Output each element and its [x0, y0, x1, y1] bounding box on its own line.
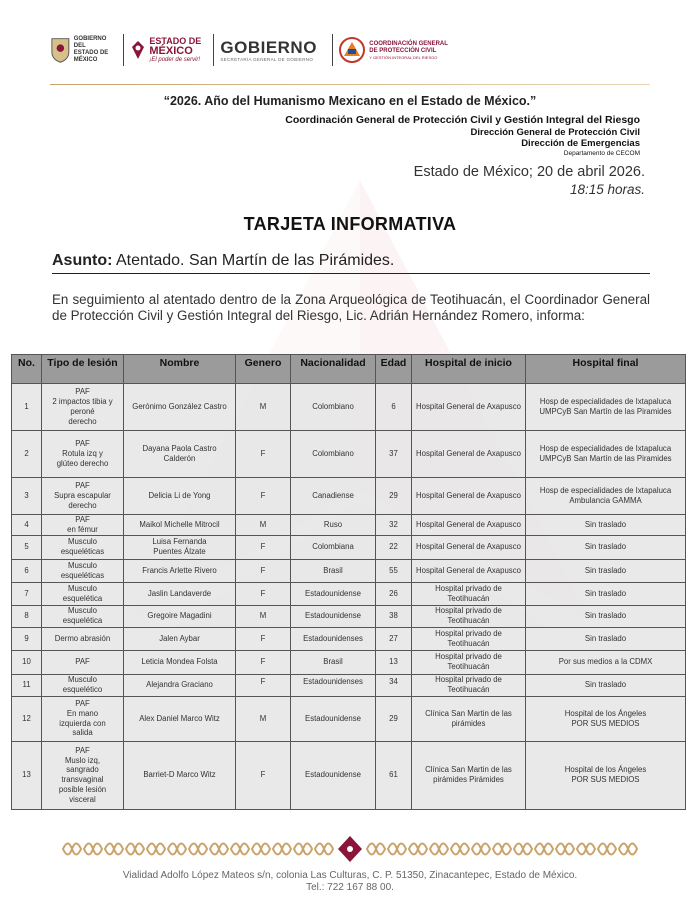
cell-nacionalidad: Estadounidenses [291, 627, 376, 650]
cell-lesion: PAF 2 impactos tibia y peroné derecho [42, 384, 124, 431]
cell-hospital-final: Hosp de especialidades de Ixtapaluca Ambulancia GAMMA [526, 478, 686, 515]
cell-edad: 34 [376, 674, 412, 696]
department-coordination: Coordinación General de Protección Civil y Gestión Integral del Riesgo [285, 114, 640, 126]
cell-hospital-final: Hosp de especialidades de Ixtapaluca UMPCyB San Martín de las Piramides [526, 384, 686, 431]
cell-lesion: Musculo esqueléticas [42, 559, 124, 582]
cell-no: 10 [12, 650, 42, 674]
time-text: 18:15 horas. [569, 182, 645, 197]
table-row [12, 627, 686, 650]
cell-genero: F [236, 674, 291, 696]
proteccion-civil-logo: COORDINACIÓN GENERAL DE PROTECCIÓN CIVIL Y GESTIÓN INTEGRAL DEL RIESGO [339, 32, 450, 68]
victims-table [11, 354, 686, 810]
table-row [12, 478, 686, 515]
header-nombre: Nombre [124, 355, 236, 384]
cell-edad: 29 [376, 478, 412, 515]
cell-hospital-final: Hospital de los Ángeles POR SUS MEDIOS [526, 696, 686, 741]
ornament-motif [231, 844, 249, 855]
cell-edad: 61 [376, 741, 412, 809]
cell-nombre: Jaslin Landaverde [124, 582, 236, 605]
cell-genero: M [236, 696, 291, 741]
cell-genero: F [236, 559, 291, 582]
cell-edad: 55 [376, 559, 412, 582]
cell-genero: F [236, 650, 291, 674]
cell-genero: M [236, 605, 291, 627]
cell-lesion: PAF [42, 650, 124, 674]
ornament-motif [577, 844, 595, 855]
ornament-motif [252, 844, 270, 855]
cell-hospital-inicio: Hospital privado de Teotihuacán [412, 650, 526, 674]
edomex-logo: ESTADO DE MÉXICO ¡El poder de servir! [130, 32, 207, 68]
header-logos [50, 30, 450, 70]
cell-no: 1 [12, 384, 42, 431]
header-hospital-final: Hospital final [526, 355, 686, 384]
cell-nacionalidad: Colombiano [291, 384, 376, 431]
cell-genero: F [236, 431, 291, 478]
cell-edad: 13 [376, 650, 412, 674]
cell-hospital-inicio: Clínica San Martin de las pirámides [412, 696, 526, 741]
cell-nacionalidad: Estadounidense [291, 605, 376, 627]
cell-lesion: PAF Muslo izq, sangrado transvaginal posible lesión visceral [42, 741, 124, 809]
cell-lesion: PAF Supra escapular derecho [42, 478, 124, 515]
cell-hospital-final: Sin traslado [526, 582, 686, 605]
header-no: No. [12, 355, 42, 384]
cell-hospital-inicio: Hospital General de Axapusco [412, 535, 526, 559]
cell-nacionalidad: Brasil [291, 559, 376, 582]
table-row [12, 650, 686, 674]
cell-genero: F [236, 478, 291, 515]
cell-nombre: Alex Daniel Marco Witz [124, 696, 236, 741]
cell-genero: F [236, 627, 291, 650]
ornament-motif [598, 844, 616, 855]
cell-hospital-final: Por sus medios a la CDMX [526, 650, 686, 674]
footer-address: Vialidad Adolfo López Mateos s/n, colonia Las Culturas, C. P. 51350, Zinacantepec, Estado de México. [122, 870, 578, 881]
subject-label: Asunto: [52, 252, 113, 269]
cell-nombre: Gregoire Magadini [124, 605, 236, 627]
cell-hospital-inicio: Hospital privado de Teotihuacán [412, 627, 526, 650]
ornament-motif [168, 844, 186, 855]
cell-no: 11 [12, 674, 42, 696]
header-divider [50, 84, 650, 85]
ornament-motif [388, 844, 406, 855]
footer-ornament [52, 834, 648, 864]
header-hospital-inicio: Hospital de inicio [412, 355, 526, 384]
cell-nombre: Francis Arlette Rivero [124, 559, 236, 582]
table-row [12, 741, 686, 809]
header-genero: Genero [236, 355, 291, 384]
cell-nombre: Alejandra Graciano [124, 674, 236, 696]
edomex-flower-icon [130, 39, 146, 61]
cell-lesion: PAF en fémur [42, 515, 124, 536]
cell-no: 3 [12, 478, 42, 515]
ornament-motif [514, 844, 532, 855]
ornament-motif [189, 844, 207, 855]
cell-edad: 26 [376, 582, 412, 605]
header-nacionalidad: Nacionalidad [291, 355, 376, 384]
ornament-motif [430, 844, 448, 855]
coat-of-arms-icon [50, 36, 71, 64]
cell-genero: F [236, 582, 291, 605]
cell-lesion: Dermo abrasión [42, 627, 124, 650]
cell-nacionalidad: Canadiense [291, 478, 376, 515]
cell-nacionalidad: Estadounidense [291, 741, 376, 809]
cell-hospital-inicio: Hospital privado de Teotihuacán [412, 582, 526, 605]
subject-text: Atentado. San Martín de las Pirámides. [116, 252, 395, 269]
cell-hospital-inicio: Hospital privado de Teotihuacán [412, 674, 526, 696]
ornament-motif [315, 844, 333, 855]
cell-hospital-inicio: Clínica San Martin de las pirámides Pirámides [412, 741, 526, 809]
date-text: Estado de México; 20 de abril 2026. [413, 164, 645, 180]
cell-lesion: PAF En mano izquierda con salida [42, 696, 124, 741]
cell-no: 6 [12, 559, 42, 582]
cell-nombre: Barriet-D Marco Witz [124, 741, 236, 809]
document-date [414, 163, 645, 199]
civil-protection-icon [339, 37, 365, 63]
cell-nombre: Gerónimo González Castro [124, 384, 236, 431]
department-emergencies: Dirección de Emergencias [521, 138, 640, 149]
table-row [12, 431, 686, 478]
cell-no: 9 [12, 627, 42, 650]
gobierno-logo: GOBIERNO SECRETARÍA GENERAL DE GOBIERNO [220, 37, 317, 62]
ornament-motif [367, 844, 385, 855]
cell-nacionalidad: Brasil [291, 650, 376, 674]
ornament-motif [472, 844, 490, 855]
cell-hospital-inicio: Hospital General de Axapusco [412, 384, 526, 431]
table-header-row [12, 355, 686, 384]
ornament-motif [273, 844, 291, 855]
footer [0, 870, 700, 894]
document-title: TARJETA INFORMATIVA [243, 214, 457, 234]
cell-no: 13 [12, 741, 42, 809]
cell-edad: 38 [376, 605, 412, 627]
table-row [12, 515, 686, 536]
cell-edad: 6 [376, 384, 412, 431]
cell-no: 4 [12, 515, 42, 536]
cell-genero: F [236, 741, 291, 809]
cell-lesion: Musculo esquelética [42, 582, 124, 605]
ornament-motif [147, 844, 165, 855]
department-cecom: Departamento de CECOM [563, 150, 640, 157]
cell-nombre: Delicia Li de Yong [124, 478, 236, 515]
cell-edad: 22 [376, 535, 412, 559]
ornament-motif [210, 844, 228, 855]
table-row [12, 559, 686, 582]
ornament-motif [556, 844, 574, 855]
cell-edad: 37 [376, 431, 412, 478]
ornament-motif [105, 844, 123, 855]
cell-hospital-final: Hosp de especialidades de Ixtapaluca UMPCyB San Martín de las Piramides [526, 431, 686, 478]
cell-hospital-final: Sin traslado [526, 674, 686, 696]
cell-lesion: Musculo esquelética [42, 605, 124, 627]
cell-hospital-final: Sin traslado [526, 515, 686, 536]
cell-hospital-inicio: Hospital privado de Teotihuacán [412, 605, 526, 627]
cell-nacionalidad: Estadounidense [291, 582, 376, 605]
year-motto: “2026. Año del Humanismo Mexicano en el Estado de México.” [163, 94, 537, 108]
cell-nacionalidad: Colombiana [291, 535, 376, 559]
cell-nacionalidad: Colombiano [291, 431, 376, 478]
cell-nombre: Dayana Paola Castro Calderón [124, 431, 236, 478]
table-row [12, 696, 686, 741]
ornament-motif [409, 844, 427, 855]
cell-genero: F [236, 535, 291, 559]
cell-genero: M [236, 384, 291, 431]
cell-edad: 32 [376, 515, 412, 536]
ornament-motif [126, 844, 144, 855]
cell-hospital-final: Sin traslado [526, 535, 686, 559]
cell-hospital-final: Sin traslado [526, 559, 686, 582]
cell-nombre: Leticia Mondea Folsta [124, 650, 236, 674]
gobierno-estado-mexico-logo: GOBIERNO DEL ESTADO DE MÉXICO [50, 32, 117, 68]
ornament-motif [63, 844, 81, 855]
ornament-motif [535, 844, 553, 855]
ornament-motif [84, 844, 102, 855]
ornament-motif [493, 844, 511, 855]
cell-hospital-inicio: Hospital General de Axapusco [412, 559, 526, 582]
department-block [285, 114, 640, 158]
cell-nacionalidad: Estadounidense [291, 696, 376, 741]
cell-hospital-final: Sin traslado [526, 605, 686, 627]
cell-hospital-inicio: Hospital General de Axapusco [412, 431, 526, 478]
cell-no: 8 [12, 605, 42, 627]
ornament-motif [619, 844, 637, 855]
table-row [12, 605, 686, 627]
table-row [12, 582, 686, 605]
subject-line [52, 252, 650, 274]
ornament-motif [451, 844, 469, 855]
footer-phone: Tel.: 722 167 88 00. [306, 882, 394, 893]
cell-genero: M [236, 515, 291, 536]
cell-no: 12 [12, 696, 42, 741]
cell-edad: 29 [376, 696, 412, 741]
cell-no: 2 [12, 431, 42, 478]
intro-paragraph: En seguimiento al atentado dentro de la Zona Arqueológica de Teotihuacán, el Coordinador General de Protección Civil y Gestión Integral del Riesgo, Lic. Adrián Hernández Romero, informa: [52, 292, 650, 323]
department-direction: Dirección General de Protección Civil [470, 127, 640, 138]
cell-no: 7 [12, 582, 42, 605]
cell-nombre: Jalen Aybar [124, 627, 236, 650]
cell-nombre: Maikol Michelle Mitrocil [124, 515, 236, 536]
ornament-motif [294, 844, 312, 855]
cell-nacionalidad: Estadounidenses [291, 674, 376, 696]
table-row [12, 384, 686, 431]
cell-lesion: PAF Rotula izq y glúteo derecho [42, 431, 124, 478]
cell-lesion: Musculo esquelético [42, 674, 124, 696]
cell-edad: 27 [376, 627, 412, 650]
table-row [12, 535, 686, 559]
header-edad: Edad [376, 355, 412, 384]
cell-hospital-final: Hospital de los Ángeles POR SUS MEDIOS [526, 741, 686, 809]
cell-no: 5 [12, 535, 42, 559]
cell-hospital-inicio: Hospital General de Axapusco [412, 515, 526, 536]
cell-nacionalidad: Ruso [291, 515, 376, 536]
header-lesion: Tipo de lesión [42, 355, 124, 384]
table-row [12, 674, 686, 696]
ornament-center [338, 836, 362, 862]
cell-hospital-inicio: Hospital General de Axapusco [412, 478, 526, 515]
cell-hospital-final: Sin traslado [526, 627, 686, 650]
cell-lesion: Musculo esqueléticas [42, 535, 124, 559]
cell-nombre: Luisa Fernanda Puentes Álzate [124, 535, 236, 559]
